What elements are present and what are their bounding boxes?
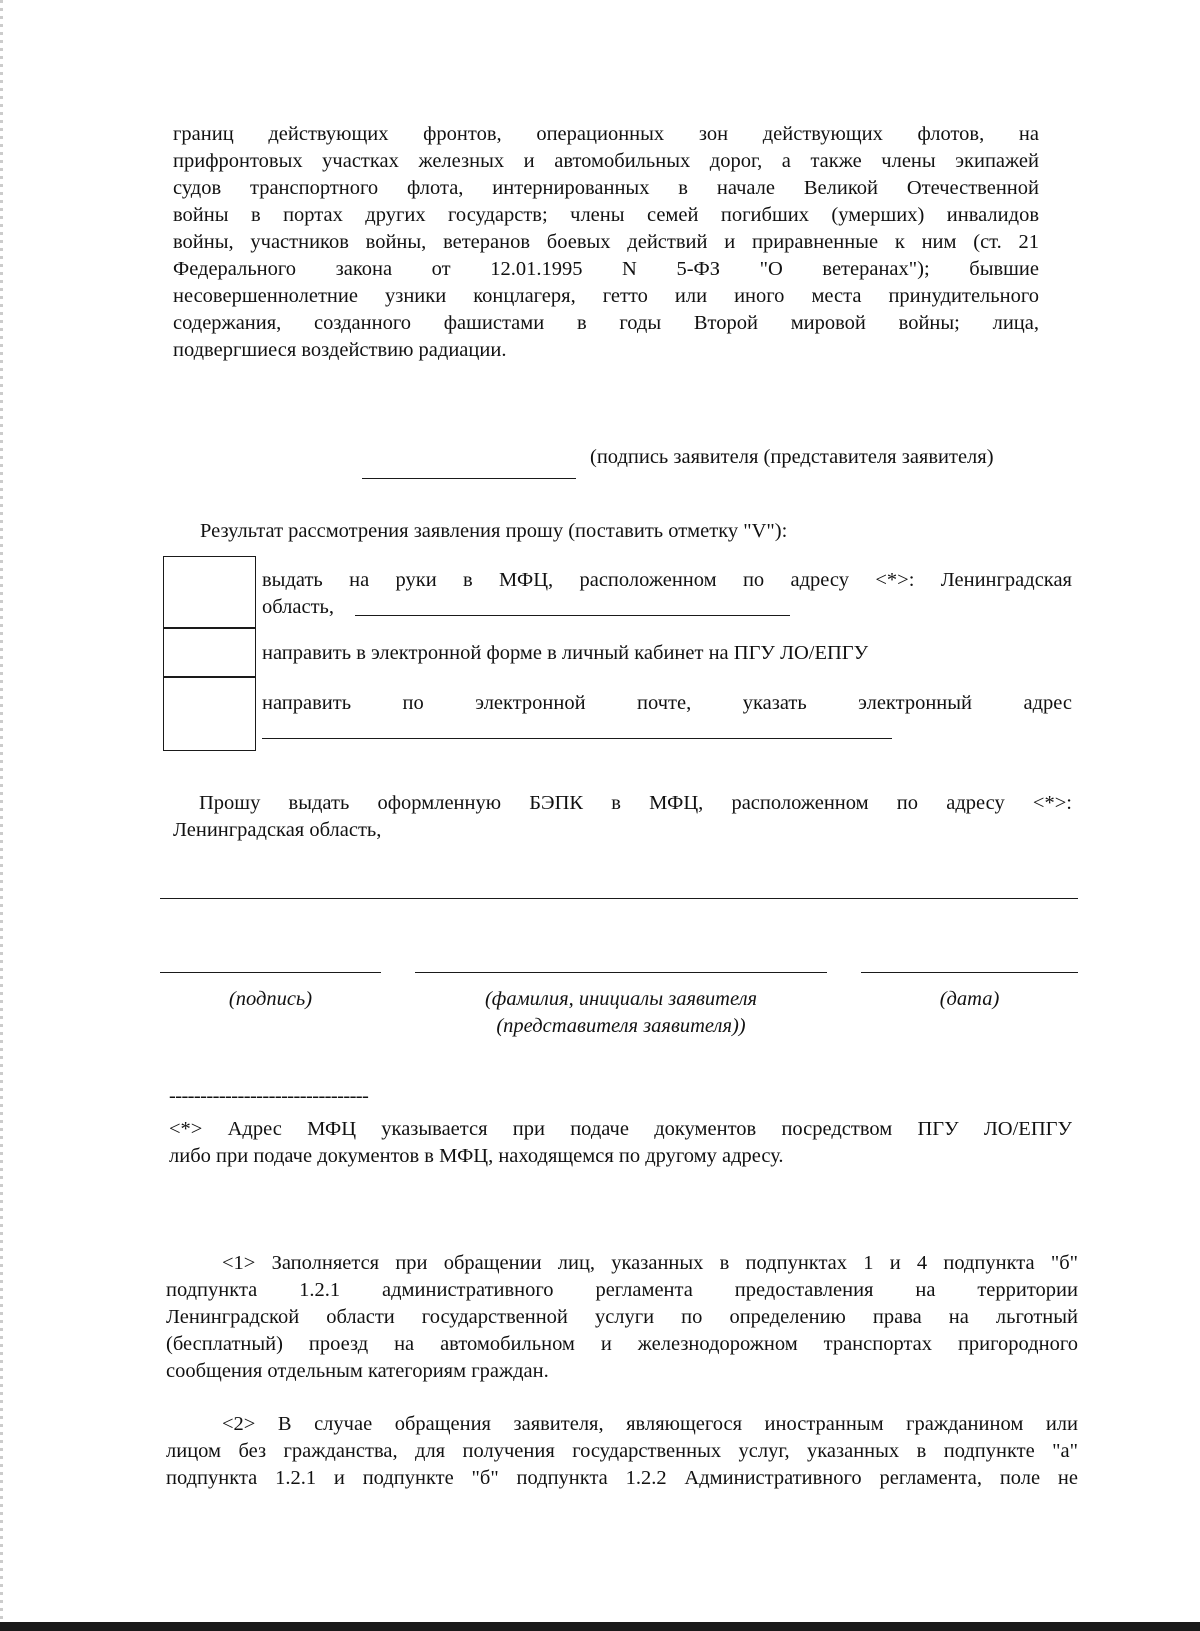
caption-name-line: (фамилия, инициалы заявителя	[484, 988, 758, 1010]
text-line: прифронтовых участках железных и автомобильных дорог, а также члены экипажей	[173, 150, 1039, 172]
text-line: подпункта 1.2.1 и подпункте "б" подпункта 1.2.2 Административного регламента, поле не	[166, 1467, 1078, 1489]
text-line: Федерального закона от 12.01.1995 N 5-ФЗ "О ветеранах"); бывшие	[173, 258, 1039, 280]
email-input-line[interactable]	[262, 738, 892, 739]
signature-line[interactable]	[362, 478, 576, 479]
note-2	[166, 1411, 1078, 1492]
caption-signature: (подпись)	[228, 988, 313, 1010]
footnote-star	[169, 1116, 1072, 1170]
signature-caption: (подпись заявителя (представителя заявителя)	[590, 446, 994, 468]
address-input-line[interactable]	[355, 615, 790, 616]
option-electronic-cabinet: направить в электронной форме в личный кабинет на ПГУ ЛО/ЕПГУ	[262, 642, 869, 664]
text-line: сообщения отдельным категориям граждан.	[166, 1360, 549, 1382]
bepk-paragraph	[173, 790, 1072, 844]
text-line: подвергшиеся воздействию радиации.	[173, 339, 507, 361]
applicant-name-line[interactable]	[415, 972, 827, 973]
text-line: границ действующих фронтов, операционных зон действующих флотов, на	[173, 123, 1039, 145]
checkbox-deliver-mfc[interactable]	[163, 556, 256, 629]
option-email	[262, 690, 1072, 717]
checkbox-email[interactable]	[163, 676, 256, 751]
note-1	[166, 1250, 1078, 1385]
text-line: Ленинградской области государственной услуги по определению права на льготный	[166, 1306, 1078, 1328]
intro-paragraph	[173, 121, 1039, 364]
text-line: лицом без гражданства, для получения государственных услуг, указанных в подпункте "а"	[166, 1440, 1078, 1462]
text-line: <2> В случае обращения заявителя, являющегося иностранным гражданином или	[222, 1413, 1078, 1435]
text-line: содержания, созданного фашистами в годы Второй мировой войны; лица,	[173, 312, 1039, 334]
text-line: Прошу выдать оформленную БЭПК в МФЦ, расположенном по адресу <*>:	[199, 792, 1072, 814]
scan-edge	[0, 0, 3, 1631]
caption-name	[415, 986, 827, 1040]
text-line: подпункта 1.2.1 административного регламента предоставления на территории	[166, 1279, 1078, 1301]
option-deliver-mfc	[262, 567, 1072, 621]
footnote-separator: --------------------------------	[169, 1085, 369, 1107]
text-line: судов транспортного флота, интернированных в начале Великой Отечественной	[173, 177, 1039, 199]
scan-bottom-edge	[0, 1622, 1200, 1631]
option-text: область,	[262, 596, 335, 618]
text-line: войны, участников войны, ветеранов боевых действий и приравненные к ним (ст. 21	[173, 231, 1039, 253]
text-line: войны в портах других государств; члены семей погибших (умерших) инвалидов	[173, 204, 1039, 226]
checkbox-electronic-cabinet[interactable]	[163, 627, 256, 678]
text-line: либо при подаче документов в МФЦ, находящемся по другому адресу.	[169, 1145, 784, 1167]
caption-date: (дата)	[939, 988, 1000, 1010]
option-text: выдать на руки в МФЦ, расположенном по адресу <*>: Ленинградская	[262, 569, 1072, 591]
text-line: Ленинградская область,	[173, 819, 382, 841]
caption-name-line: (представителя заявителя))	[496, 1015, 746, 1037]
applicant-signature-line[interactable]	[160, 972, 381, 973]
bepk-address-line[interactable]	[160, 898, 1078, 899]
result-heading: Результат рассмотрения заявления прошу (поставить отметку "V"):	[200, 520, 788, 542]
option-text: направить по электронной почте, указать электронный адрес	[262, 692, 1072, 714]
text-line: (бесплатный) проезд на автомобильном и железнодорожном транспортах пригородного	[166, 1333, 1078, 1355]
text-line: <*> Адрес МФЦ указывается при подаче документов посредством ПГУ ЛО/ЕПГУ	[169, 1118, 1072, 1140]
date-line[interactable]	[861, 972, 1078, 973]
text-line: <1> Заполняется при обращении лиц, указанных в подпунктах 1 и 4 подпункта "б"	[222, 1252, 1078, 1274]
text-line: несовершеннолетние узники концлагеря, гетто или иного места принудительного	[173, 285, 1039, 307]
